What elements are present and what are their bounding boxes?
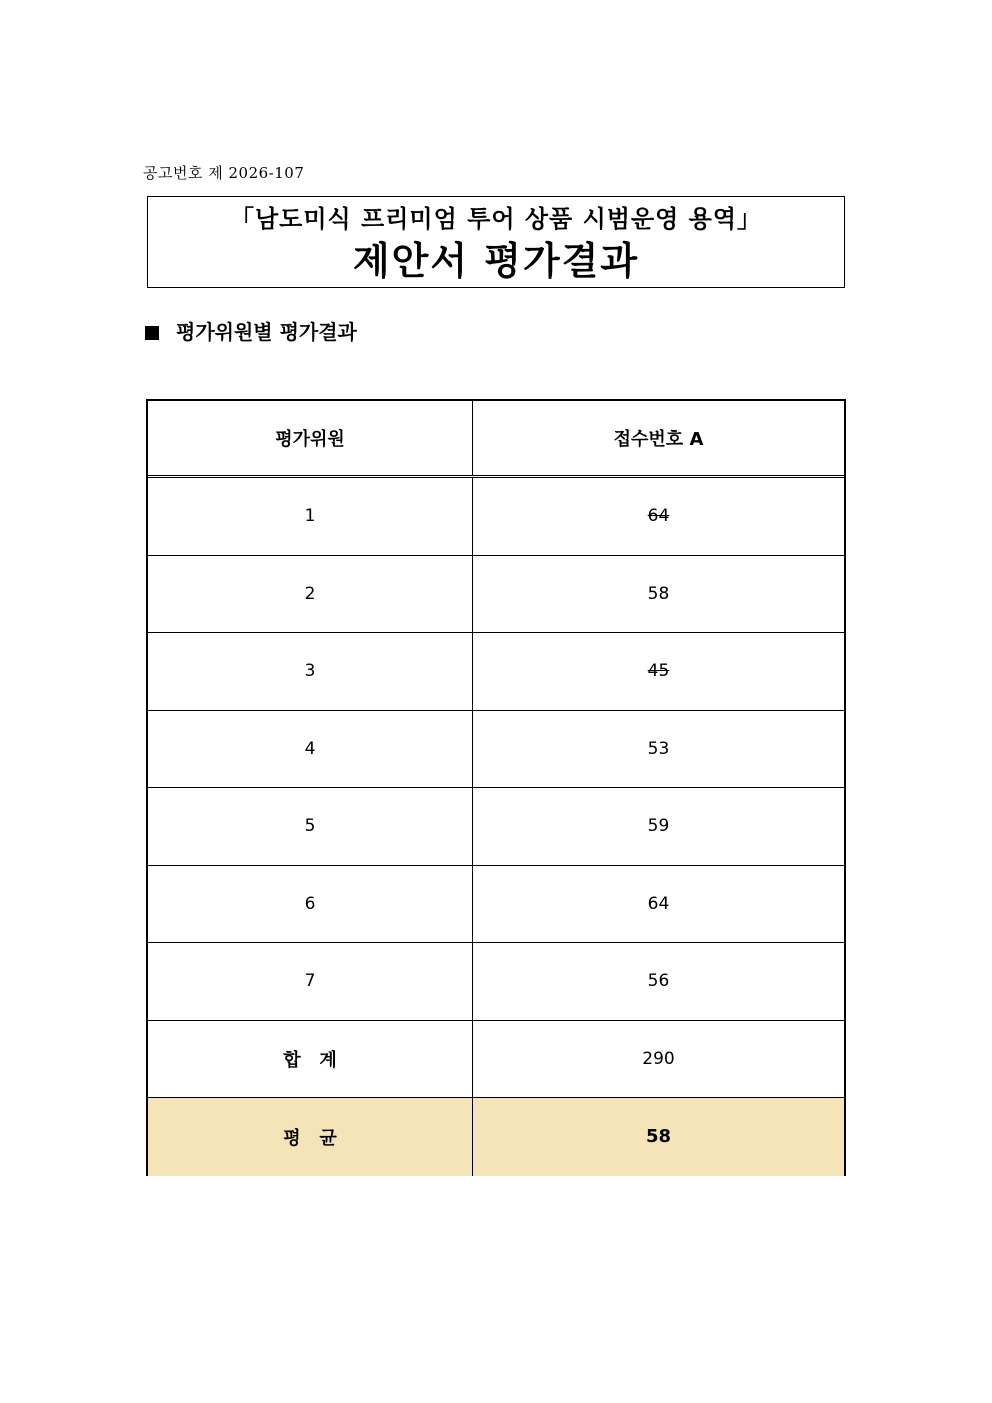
section-heading xyxy=(145,318,357,346)
score-value-struck: 45 xyxy=(647,661,670,682)
table-row xyxy=(148,478,844,556)
score-value: 58 xyxy=(647,583,670,604)
evaluator-number: 6 xyxy=(148,866,473,943)
total-value: 290 xyxy=(642,1048,675,1069)
score-value-struck: 64 xyxy=(647,506,670,527)
score-cell xyxy=(473,943,844,1020)
total-label: 합 계 xyxy=(148,1021,473,1098)
table-row xyxy=(148,711,844,789)
score-cell xyxy=(473,478,844,555)
score-value: 64 xyxy=(647,893,670,914)
evaluator-number: 2 xyxy=(148,556,473,633)
header-applicant-a: 접수번호 A xyxy=(613,429,704,450)
header-evaluator: 평가위원 xyxy=(148,401,473,475)
evaluator-number: 5 xyxy=(148,788,473,865)
table-row xyxy=(148,866,844,944)
score-cell xyxy=(473,788,844,865)
table-row xyxy=(148,788,844,866)
page-title: 제안서 평가결과 xyxy=(352,239,640,283)
evaluator-number: 3 xyxy=(148,633,473,710)
average-row xyxy=(148,1098,844,1176)
evaluator-number: 4 xyxy=(148,711,473,788)
score-value: 53 xyxy=(647,738,670,759)
table-row xyxy=(148,943,844,1021)
score-cell xyxy=(473,711,844,788)
score-value: 59 xyxy=(647,816,670,837)
table-header-row xyxy=(148,401,844,478)
score-cell xyxy=(473,633,844,710)
score-cell xyxy=(473,866,844,943)
evaluator-number: 1 xyxy=(148,478,473,555)
section-heading-text: 평가위원별 평가결과 xyxy=(176,320,357,344)
score-cell xyxy=(473,556,844,633)
table-row xyxy=(148,633,844,711)
notice-number: 공고번호 제 2026-107 xyxy=(143,164,305,182)
table-row xyxy=(148,556,844,634)
evaluator-number: 7 xyxy=(148,943,473,1020)
score-value: 56 xyxy=(647,971,670,992)
average-value: 58 xyxy=(645,1126,672,1148)
title-box xyxy=(147,196,845,288)
square-bullet-icon xyxy=(145,326,159,340)
total-row xyxy=(148,1021,844,1099)
evaluation-table xyxy=(146,399,846,1176)
average-label: 평 균 xyxy=(148,1098,473,1176)
project-title: 「남도미식 프리미엄 투어 상품 시범운영 용역」 xyxy=(229,205,763,233)
